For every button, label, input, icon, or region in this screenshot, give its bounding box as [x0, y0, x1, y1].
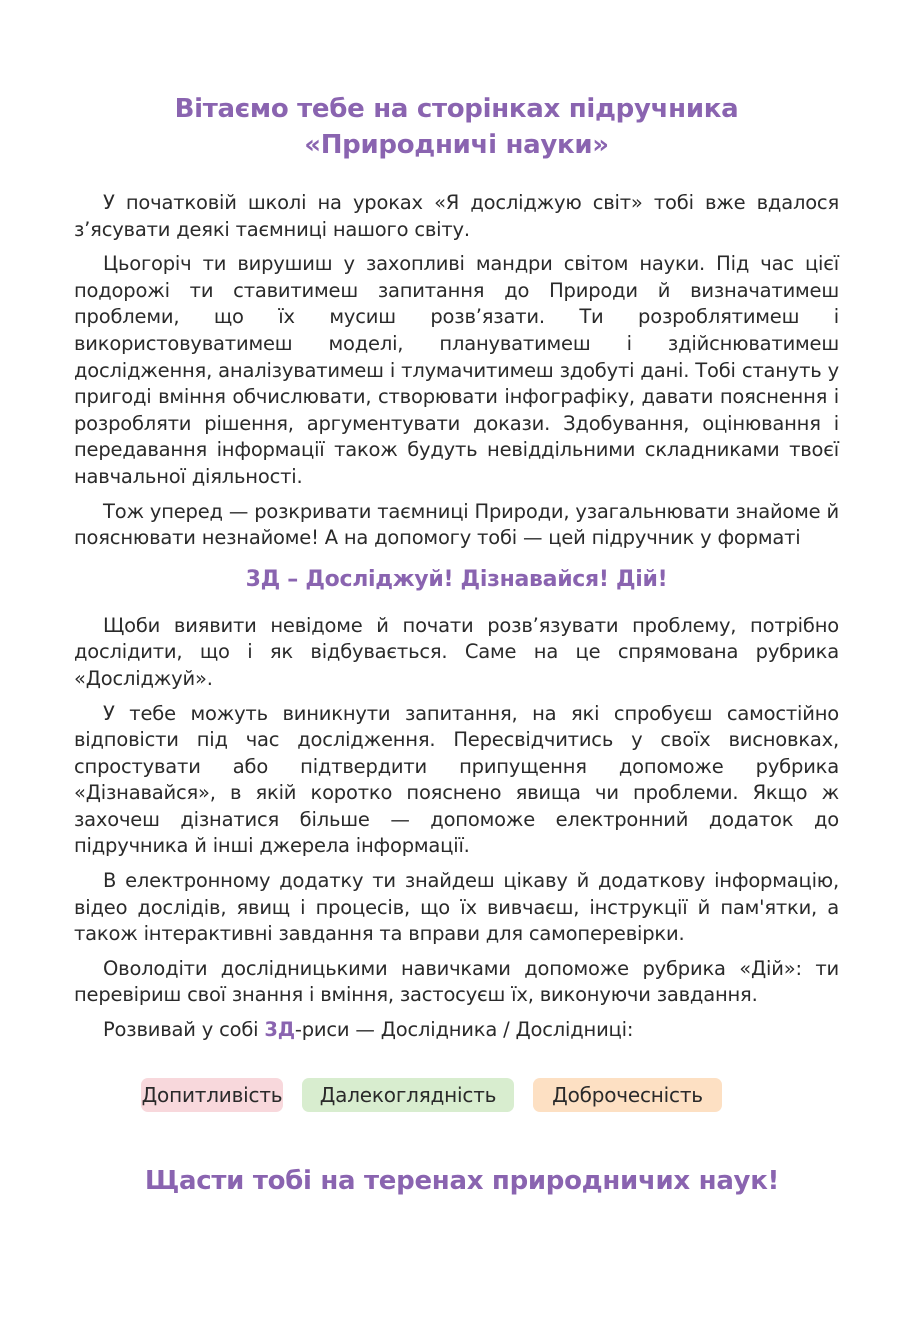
trait-badge-curiosity: Допитливість [141, 1078, 283, 1112]
investigate-paragraph: Щоби виявити невідоме й почати розв’язувати проблему, потрібно дослідити, що і як відбувається. Саме на це спрямована рубрика «Досліджуй». [74, 613, 839, 690]
learn-paragraph: У тебе можуть виникнути запитання, на які спробуєш самостійно відповісти під час дослідження. Пересвідчитись у своїх висновках, спростувати або підтвердити припущення допоможе рубрика «Дізнавайся», в якій коротко пояснено явища чи проблеми. Якщо ж захочеш дізнатися більше — допоможе електронний додаток до підручника й інші джерела інформації. [74, 701, 839, 858]
traits-intro-text: Розвивай у собі [103, 1018, 265, 1042]
traits-intro-text-end: -риси — Дослідника / Дослідниці: [294, 1018, 634, 1042]
trait-badge-integrity: Доброчесність [533, 1078, 722, 1112]
page-title-line-2: «Природничі науки» [304, 130, 609, 160]
3d-subheading: 3Д – Досліджуй! Дізнавайся! Дій! [245, 566, 668, 592]
traits-list [141, 1078, 722, 1112]
closing-wish: Щасти тобі на теренах природничих наук! [144, 1166, 780, 1196]
journey-paragraph: Цьогоріч ти вирушиш у захопливі мандри світом науки. Під час цієї подорожі ти ставитимеш запитання до Природи й визначатимеш проблеми, що їх мусиш розв’язати. Ти розроблятимеш і використовуватимеш моделі, плануватимеш і здійснюватимеш дослідження, аналізуватимеш і тлумачитимеш здобуті дані. Тобі стануть у пригоді вміння обчислювати, створювати інфографіку, давати пояснення і розробляти рішення, аргументувати докази. Здобування, оцінювання і передавання інформації також будуть невіддільними складниками твоєї навчальної діяльності. [74, 252, 839, 488]
traits-intro-paragraph [74, 1017, 839, 1044]
trait-badge-foresight: Далекоглядність [302, 1078, 514, 1112]
e-supplement-paragraph: В електронному додатку ти знайдеш цікаву й додаткову інформацію, відео дослідів, явищ і процесів, що їх вивчаєш, інструкції й пам'ятки, а також інтерактивні завдання та вправи для самоперевірки. [74, 869, 839, 946]
intro-paragraph: У початковій школі на уроках «Я досліджую світ» тобі вже вдалося з’ясувати деякі таємниці нашого світу. [74, 191, 839, 241]
page-title [74, 91, 839, 163]
act-paragraph: Оволодіти дослідницькими навичками допоможе рубрика «Дій»: ти перевіриш свої знання і вміння, застосуєш їх, виконуючи завдання. [74, 956, 839, 1007]
3d-accent-text: 3Д [264, 1018, 295, 1042]
forward-paragraph: Тож уперед — розкривати таємниці Природи, узагальнювати знайоме й пояснювати незнайоме! А на допомогу тобі — цей підручник у форматі [74, 499, 839, 550]
page-content [74, 0, 839, 1044]
page-title-line-1: Вітаємо тебе на сторінках підручника [174, 94, 739, 124]
